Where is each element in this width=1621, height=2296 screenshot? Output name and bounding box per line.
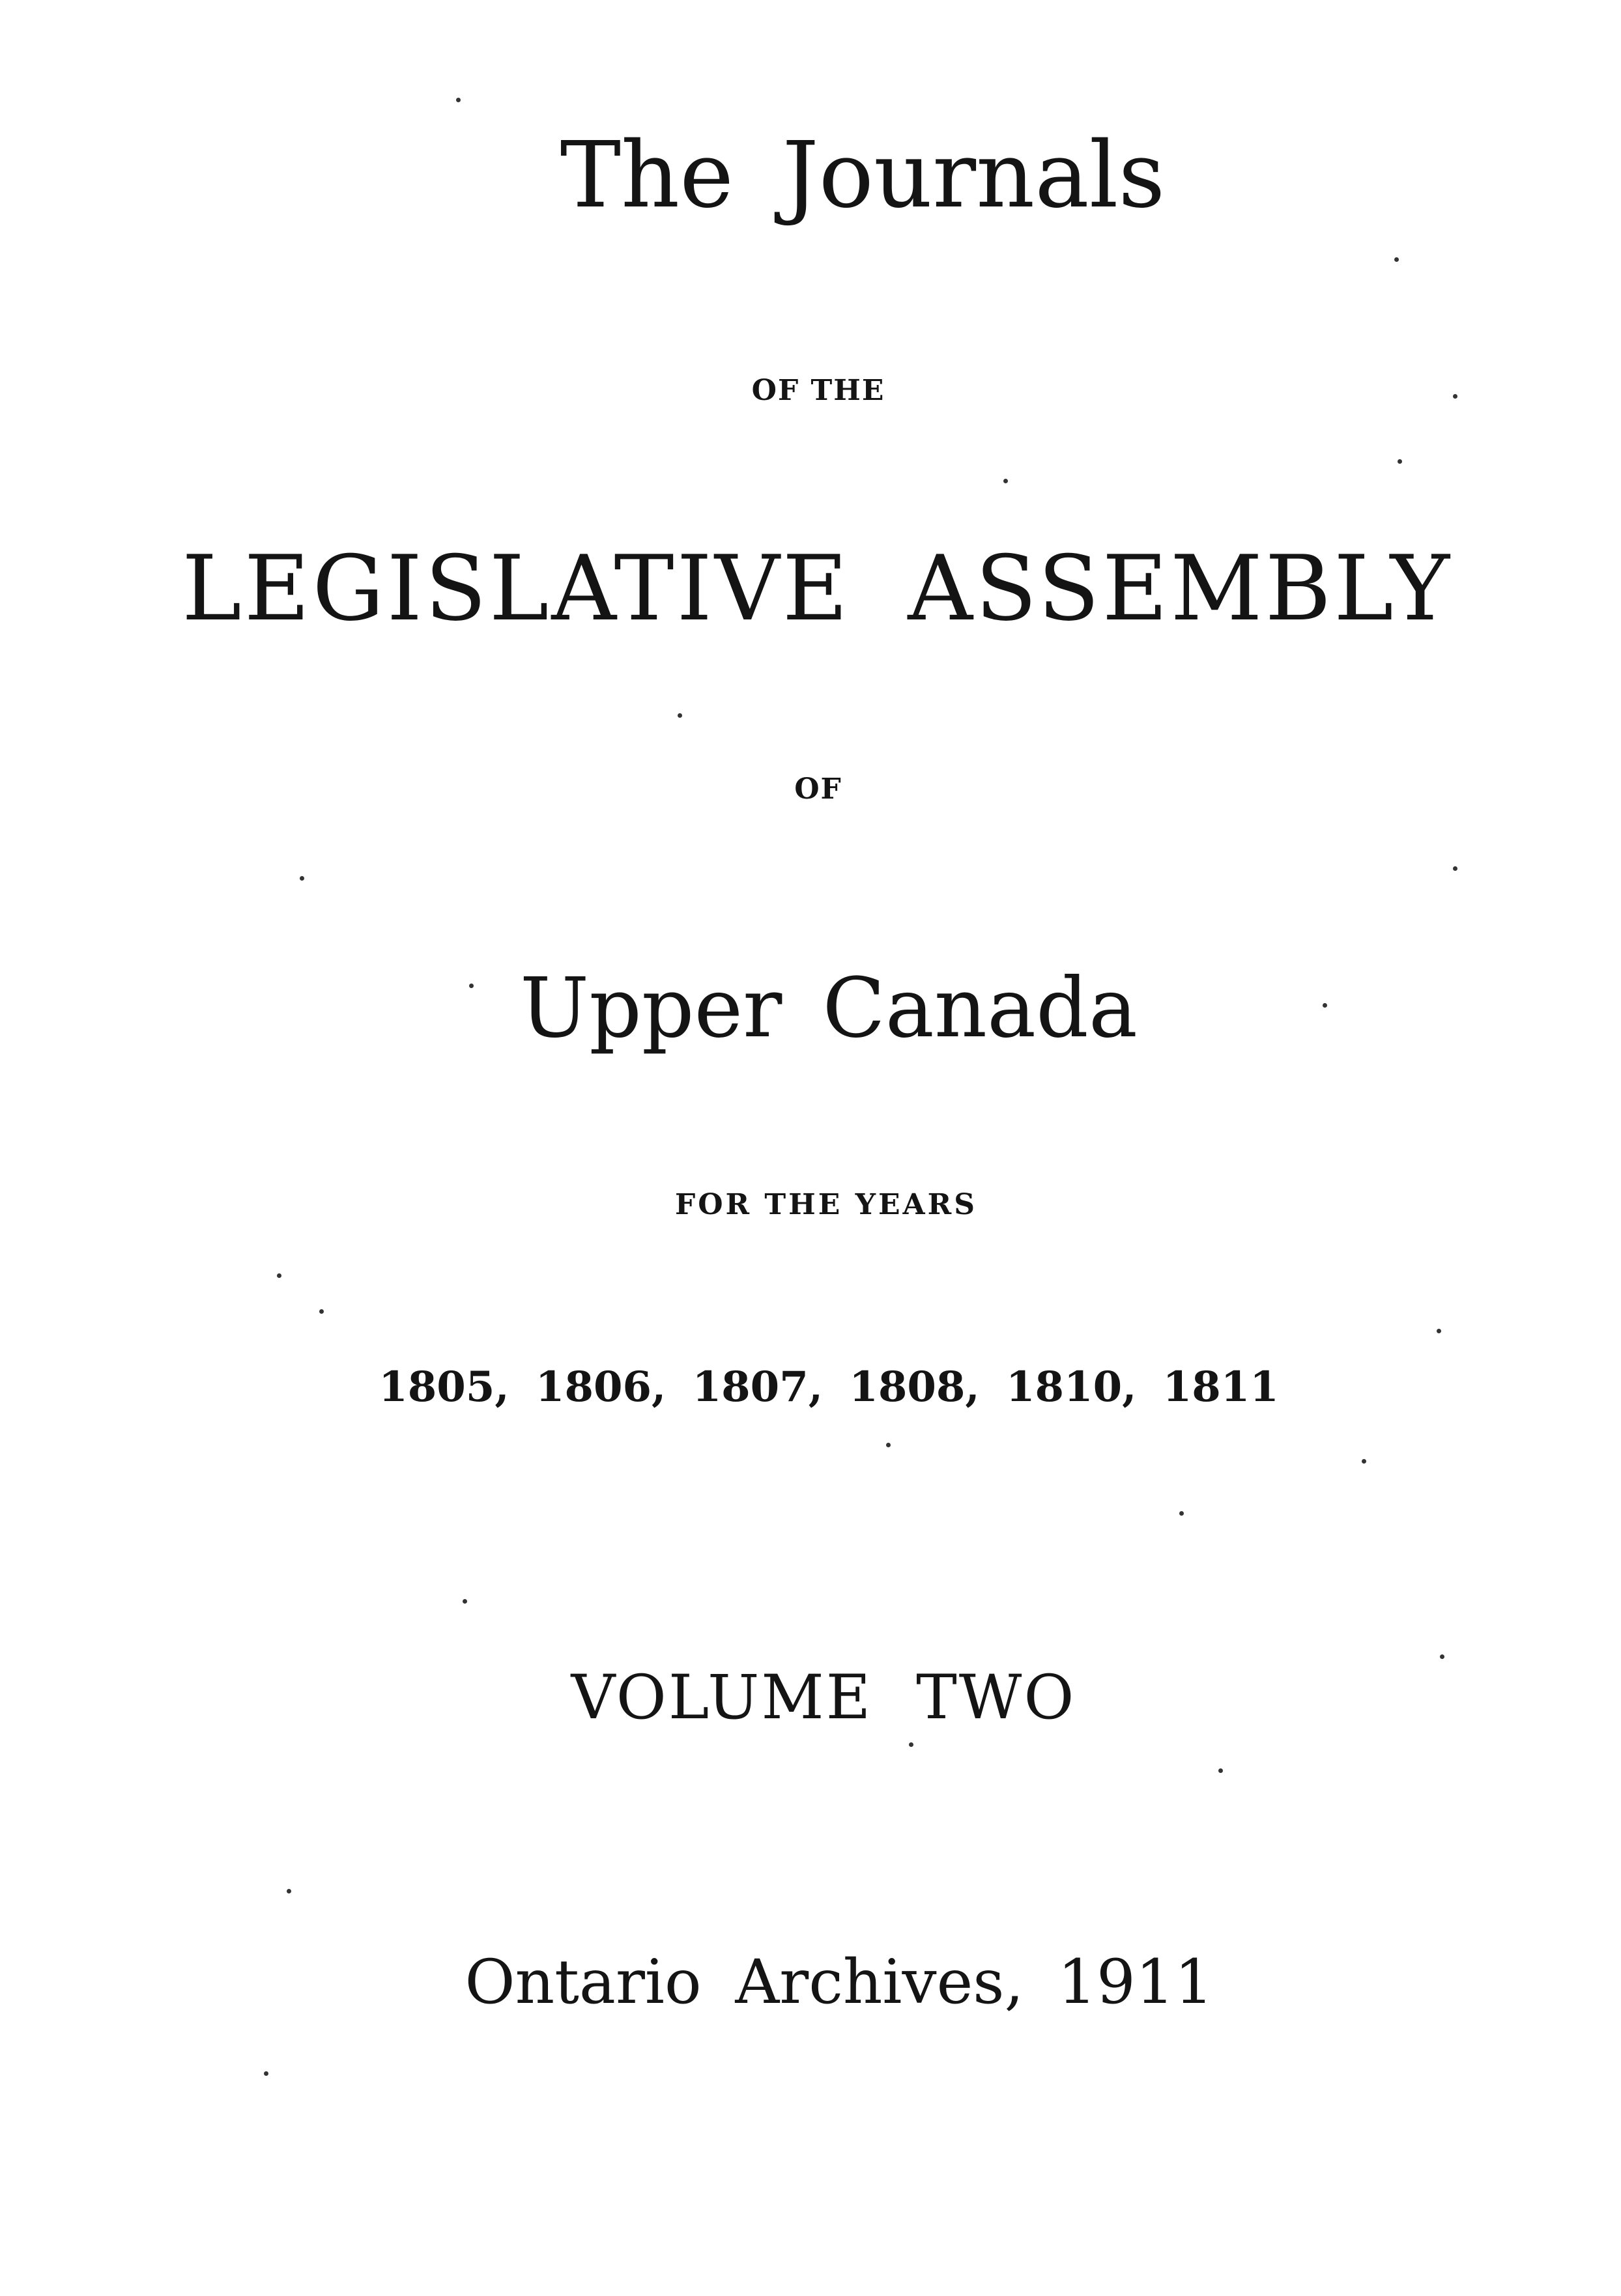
- scan-speck: [1323, 1003, 1327, 1008]
- scan-speck: [277, 1273, 281, 1278]
- scan-speck: [1398, 459, 1402, 464]
- scan-speck: [909, 1742, 913, 1747]
- journal-title: The Journals: [560, 122, 1166, 229]
- scan-speck: [469, 984, 474, 988]
- scan-speck: [1218, 1768, 1223, 1773]
- years-list: 1805, 1806, 1807, 1808, 1810, 1811: [379, 1363, 1279, 1411]
- scan-speck: [1003, 479, 1008, 483]
- volume-heading: VOLUME TWO: [571, 1662, 1076, 1733]
- scan-speck: [1453, 394, 1457, 399]
- scan-speck: [1453, 866, 1457, 871]
- of-label: OF: [794, 772, 842, 806]
- scan-speck: [264, 2071, 268, 2076]
- scan-speck: [456, 98, 461, 102]
- scan-speck: [1440, 1654, 1444, 1659]
- scan-speck: [287, 1889, 291, 1893]
- scan-speck: [886, 1443, 891, 1447]
- imprint-line: Ontario Archives, 1911: [465, 1947, 1214, 2018]
- scan-speck: [463, 1599, 467, 1604]
- assembly-heading: LEGISLATIVE ASSEMBLY: [182, 536, 1452, 641]
- scan-speck: [678, 713, 682, 718]
- province-heading: Upper Canada: [520, 960, 1138, 1056]
- scan-speck: [1179, 1511, 1184, 1516]
- of-the-label: OF THE: [751, 374, 885, 407]
- for-the-years-label: FOR THE YEARS: [674, 1188, 978, 1221]
- scan-speck: [300, 876, 304, 881]
- scan-speck: [1394, 257, 1399, 262]
- scan-speck: [1437, 1329, 1441, 1333]
- scan-speck: [319, 1309, 324, 1314]
- scan-speck: [1362, 1459, 1366, 1464]
